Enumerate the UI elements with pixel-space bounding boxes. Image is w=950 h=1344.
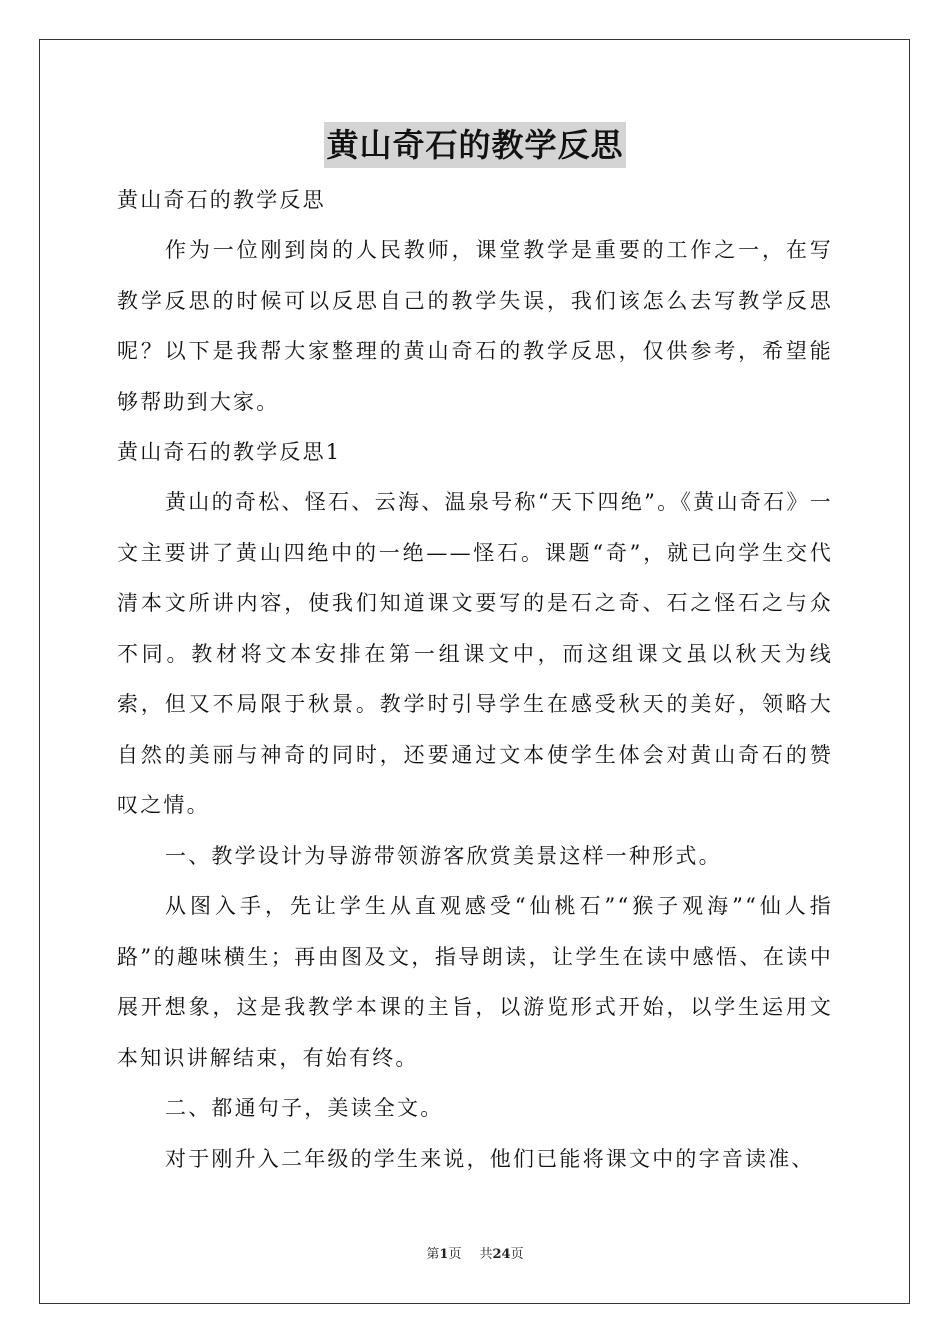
- page-number: 1: [439, 1247, 449, 1262]
- section-heading: 黄山奇石的教学反思1: [117, 440, 342, 464]
- page-footer: [0, 1243, 950, 1262]
- intro-paragraph: 作为一位刚到岗的人民教师，课堂教学是重要的工作之一，在写教学反思的时候可以反思自己的教学失误，我们该怎么去写教学反思呢？以下是我帮大家整理的黄山奇石的教学反思，仅供参考，希望能够帮助到大家。: [117, 238, 833, 414]
- body-paragraph: 从图入手，先让学生从直观感受“仙桃石”“猴子观海”“仙人指路”的趣味横生；再由图及文，指导朗读，让学生在读中感悟、在读中展开想象，这是我教学本课的主旨，以游览形式开始，以学生运用文本知识讲解结束，有始有终。: [117, 894, 833, 1070]
- document-body: [117, 175, 833, 1184]
- page-prefix: 第: [426, 1247, 440, 1262]
- body-paragraph: 黄山的奇松、怪石、云海、温泉号称“天下四绝”。《黄山奇石》一文主要讲了黄山四绝中的一绝——怪石。课题“奇”，就已向学生交代清本文所讲内容，使我们知道课文要写的是石之奇、石之怪石之与众不同。教材将文本安排在第一组课文中，而这组课文虽以秋天为线索，但又不局限于秋景。教学时引导学生在感受秋天的美好，领略大自然的美丽与神奇的同时，还要通过文本使学生体会对黄山奇石的赞叹之情。: [117, 490, 833, 817]
- title-container: [0, 122, 950, 168]
- body-paragraph: 一、教学设计为导游带领游客欣赏美景这样一种形式。: [165, 843, 722, 868]
- page-suffix: 页: [448, 1247, 462, 1262]
- total-suffix: 页: [510, 1247, 524, 1262]
- body-paragraph: 二、都通句子，美读全文。: [165, 1096, 444, 1120]
- document-subtitle: 黄山奇石的教学反思: [117, 188, 326, 212]
- document-title: 黄山奇石的教学反思: [324, 122, 625, 168]
- total-pages: 24: [492, 1247, 511, 1262]
- body-paragraph: 对于刚升入二年级的学生来说，他们已能将课文中的字音读准、: [165, 1146, 815, 1171]
- total-prefix: 共: [479, 1247, 493, 1262]
